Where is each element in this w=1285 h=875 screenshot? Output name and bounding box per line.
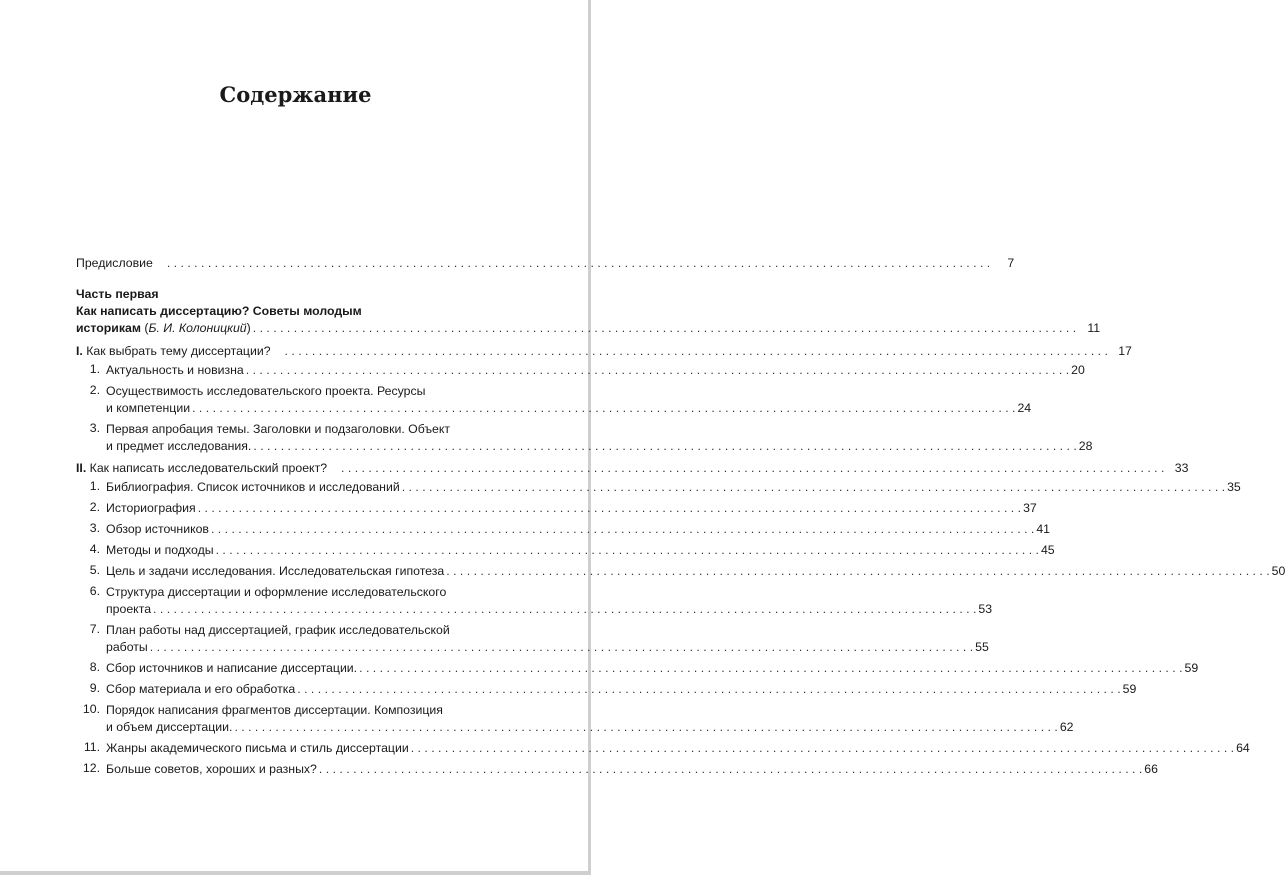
toc-subsection[interactable] [76, 584, 993, 618]
toc-item-text: Методы и подходы [106, 543, 214, 557]
toc-section-heading[interactable] [76, 460, 1189, 477]
toc-item-body [106, 521, 1050, 538]
toc-page-number: 17 [1118, 344, 1132, 358]
toc-subsection[interactable] [76, 421, 1093, 455]
toc-item-body [106, 761, 1158, 778]
toc-item-line [106, 601, 992, 618]
dot-leader [285, 343, 1108, 360]
toc-item-line [106, 479, 1241, 496]
toc-subsection[interactable] [76, 740, 1250, 757]
toc-item-text: Порядок написания фрагментов диссертации. Композиция [106, 703, 443, 717]
toc-page-number: 55 [975, 640, 989, 654]
toc-item-text: Актуальность и новизна [106, 363, 244, 377]
toc-item-line [106, 563, 1285, 580]
toc-item-line [106, 681, 1136, 698]
toc-item-body [106, 702, 1074, 736]
section-title: I. Как выбрать тему диссертации? [76, 344, 271, 358]
toc-item-body [106, 542, 1055, 559]
toc-item-line [106, 761, 1158, 778]
toc-item-number: 10. [82, 702, 100, 716]
toc-item-number: 12. [82, 761, 100, 775]
part-title-continued: историкам (Б. И. Колоницкий) [76, 321, 251, 335]
dot-leader [402, 479, 1225, 496]
toc-item-text: и объем диссертации. [106, 720, 233, 734]
toc-item-body [106, 660, 1198, 677]
toc-subsection[interactable] [76, 761, 1158, 778]
toc-subsection[interactable] [76, 660, 1199, 677]
dot-leader [297, 681, 1120, 698]
toc-subsection[interactable] [76, 383, 1032, 417]
toc-item-line [106, 521, 1050, 538]
toc-item-text: и предмет исследования. [106, 439, 252, 453]
dot-leader [211, 521, 1034, 538]
toc-item-body [106, 563, 1285, 580]
toc-page-number: 41 [1036, 522, 1051, 536]
author-name: Б. И. Колоницкий [148, 321, 247, 335]
toc-subsection[interactable] [76, 479, 1241, 496]
toc-item-body [106, 500, 1037, 517]
toc-item-number: 7. [89, 622, 100, 636]
toc-item-number: 9. [89, 681, 100, 695]
toc-subsection[interactable] [76, 622, 989, 656]
toc-item-text: Структура диссертации и оформление исследовательского [106, 585, 447, 599]
dot-leader [167, 255, 990, 272]
toc-page-number: 28 [1078, 439, 1093, 453]
toc-item-text: План работы над диссертацией, график исследовательской [106, 623, 450, 637]
dot-leader [246, 362, 1069, 379]
dot-leader [411, 740, 1234, 757]
toc-item-body [106, 362, 1085, 379]
dot-leader [153, 601, 976, 618]
toc-item-number: 1. [89, 362, 100, 376]
toc-item-text: Осуществимость исследовательского проекта. Ресурсы [106, 384, 426, 398]
toc-item-text: Больше советов, хороших и разных? [106, 762, 317, 776]
toc-item-text: Библиография. Список источников и исследований [106, 480, 400, 494]
dot-leader [198, 500, 1021, 517]
dot-leader [319, 761, 1142, 778]
toc-item-line [106, 660, 1198, 677]
toc-item-body [106, 584, 992, 618]
page-title: Содержание [219, 82, 372, 107]
toc-item-text: Обзор источников [106, 522, 209, 536]
toc-subsection[interactable] [76, 563, 1285, 580]
toc-item-line [106, 438, 1092, 455]
toc-item-body [106, 740, 1250, 757]
toc-item-number: 6. [89, 584, 100, 598]
toc-item-text: проекта [106, 602, 152, 616]
part-label: Часть первая [76, 287, 159, 301]
toc-item-number: 1. [89, 479, 100, 493]
toc-page-number: 33 [1174, 461, 1189, 475]
dot-leader [234, 719, 1057, 736]
toc-item-text: Первая апробация темы. Заголовки и подзаголовки. Объект [106, 422, 451, 436]
toc-page-number: 11 [1087, 321, 1101, 335]
dot-leader [253, 320, 1076, 337]
toc-entry-label: Предисловие [76, 256, 153, 270]
toc-item-line [106, 500, 1037, 517]
toc-item-number: 2. [89, 383, 100, 397]
toc-item-number: 3. [89, 421, 100, 435]
table-of-contents [76, 255, 1285, 782]
toc-item-body [106, 681, 1136, 698]
toc-item-line [106, 400, 1031, 417]
dot-leader [150, 639, 973, 656]
toc-section-heading[interactable] [76, 343, 1132, 360]
toc-item-line [106, 719, 1074, 736]
toc-item-body [106, 421, 1092, 455]
toc-item-body [106, 479, 1241, 496]
toc-item-number: 4. [89, 542, 100, 556]
toc-page-number: 37 [1023, 501, 1037, 515]
dot-leader [192, 400, 1015, 417]
toc-item-text: и компетенции [106, 401, 191, 415]
toc-subsection[interactable] [76, 542, 1055, 559]
dot-leader [446, 563, 1269, 580]
toc-item-text: Сбор материала и его обработка [106, 682, 296, 696]
toc-page-number: 64 [1236, 741, 1250, 755]
toc-page-number: 66 [1144, 762, 1158, 776]
toc-item-body [106, 383, 1031, 417]
toc-item-text: Жанры академического письма и стиль диссертации [106, 741, 409, 755]
toc-item-number: 5. [89, 563, 100, 577]
toc-item-body [106, 622, 989, 656]
toc-page-number: 53 [978, 602, 993, 616]
toc-subsection[interactable] [76, 681, 1137, 698]
toc-page-number: 35 [1227, 480, 1241, 494]
toc-item-text: Историография [106, 501, 196, 515]
toc-entry-preface[interactable] [76, 255, 1015, 272]
toc-item-line [106, 639, 989, 656]
toc-item-number: 2. [89, 500, 100, 514]
dot-leader [341, 460, 1164, 477]
toc-item-number: 11. [83, 740, 100, 754]
toc-item-text: Сбор источников и написание диссертации. [106, 661, 358, 675]
toc-subsection[interactable] [76, 521, 1051, 538]
toc-item-text: Цель и задачи исследования. Исследовательская гипотеза [106, 564, 445, 578]
toc-item-text: работы [106, 640, 148, 654]
toc-page-number: 45 [1040, 543, 1055, 557]
toc-page-number: 59 [1184, 661, 1199, 675]
dot-leader [216, 542, 1039, 559]
toc-item-line [106, 542, 1055, 559]
toc-page-number: 59 [1122, 682, 1137, 696]
dot-leader [359, 660, 1182, 677]
toc-item-number: 8. [89, 660, 100, 674]
toc-subsection[interactable] [76, 702, 1074, 736]
toc-page-number: 20 [1071, 363, 1085, 377]
part-title: Как написать диссертацию? Советы молодым [76, 304, 362, 318]
toc-page-number: 7 [1007, 256, 1015, 270]
toc-item-line [106, 362, 1085, 379]
toc-item-line [106, 740, 1250, 757]
toc-section-2 [76, 460, 1285, 778]
toc-part-1[interactable] [76, 286, 1101, 337]
toc-subsection[interactable] [76, 362, 1085, 379]
toc-page-number: 62 [1059, 720, 1074, 734]
toc-item-number: 3. [89, 521, 100, 535]
toc-page-number: 24 [1017, 401, 1032, 415]
toc-subsection[interactable] [76, 500, 1037, 517]
section-title: II. Как написать исследовательский проект? [76, 461, 328, 475]
dot-leader [253, 438, 1076, 455]
toc-page-number: 50 [1271, 564, 1285, 578]
page-edge [0, 871, 591, 875]
toc-section-1 [76, 343, 1132, 455]
